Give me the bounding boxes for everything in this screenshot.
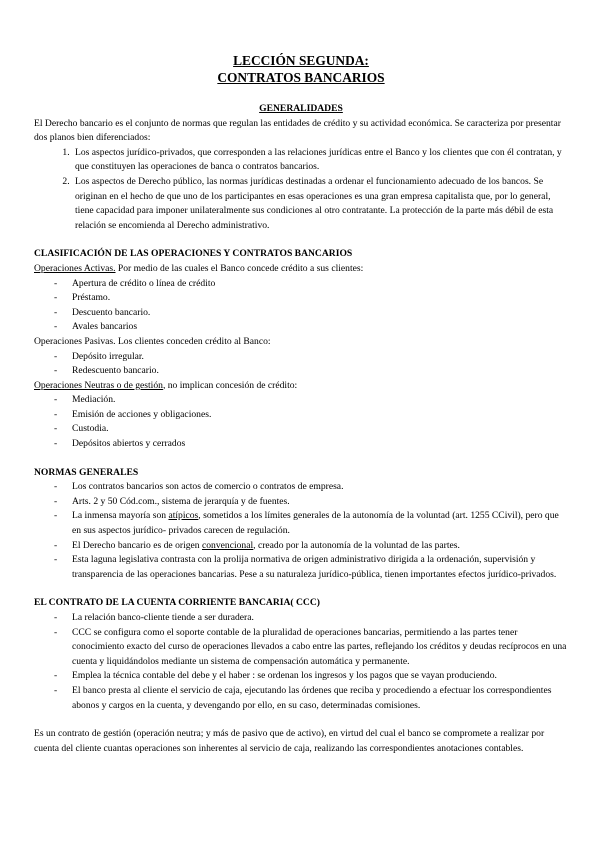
- list-item: - Préstamo.: [54, 291, 568, 306]
- list-item: - Descuento bancario.: [54, 306, 568, 321]
- lesson-title: [34, 52, 568, 86]
- normas-heading: NORMAS GENERALES: [34, 466, 139, 478]
- list-item: - Depósitos abiertos y cerrados: [54, 437, 568, 452]
- normas-convencional-post: , creado por la autonomía de la voluntad de las partes.: [253, 539, 460, 551]
- list-item: 1. Los aspectos jurídico-privados, que corresponden a las relaciones jurídicas entre el Banco y los clientes que con él contratan, y que constituyen las operaciones de banca o contratos bancarios.: [72, 146, 568, 175]
- normas-atipicos-post: , sometidos a los límites generales de la autonomía de la voluntad (art. 1255 CCivil), pero que en sus aspectos jurídico- privados carecen de regulación.: [72, 510, 559, 537]
- activas-line: [34, 262, 568, 277]
- list-item: - Esta laguna legislativa contrasta con la prolija normativa de origen administrativo dirigida a la ordenación, supervisión y transparencia de las operaciones bancarias. Pese a su naturaleza jurídico-pública, tienen importantes efectos jurídico-privados.: [54, 553, 568, 582]
- normas-atipicos-term: atípicos: [168, 510, 199, 522]
- ccc-closing-paragraph: Es un contrato de gestión (operación neutra; y más de pasivo que de activo), en virtud del cual el banco se compromete a realizar por cuenta del cliente cuantas operaciones son inherentes al servicio de caja, realizando las correspondientes anotaciones contables.: [34, 728, 545, 754]
- list-item: - Arts. 2 y 50 Cód.com., sistema de jerarquía y de fuentes.: [54, 495, 568, 510]
- list-item: - Custodia.: [54, 422, 568, 437]
- list-item: - El banco presta al cliente el servicio de caja, ejecutando las órdenes que reciba y procediendo a efectuar los correspondientes abonos y cargos en la cuenta, y devengando por ello, en su caso, determinadas comisiones.: [54, 684, 568, 713]
- list-item: 2. Los aspectos de Derecho público, las normas jurídicas destinadas a ordenar el funcionamiento adecuado de los bancos. Se originan en el hecho de que uno de los participantes en esas operaciones es una gran empresa capitalista que, por lo general, tiene capacidad para imponer unilateralmente sus condiciones al otro contratante. La protección de la parte más débil de esta relación se encomienda al Derecho administrativo.: [72, 175, 568, 233]
- list-item: - La relación banco-cliente tiende a ser duradera.: [54, 611, 568, 626]
- list-item: - CCC se configura como el soporte contable de la pluralidad de operaciones bancarias, permitiendo a las partes tener conocimiento exacto del curso de operaciones llevados a cabo entre las partes, reflejando los créditos y deudas recíprocos en una cuenta y liquidándolos mediante un sistema de compensación automática y permanente.: [54, 626, 568, 670]
- list-item: [54, 539, 568, 554]
- ccc-list: [34, 611, 568, 713]
- list-item: [54, 509, 568, 538]
- normas-convencional-term: convencional: [202, 539, 254, 551]
- neutras-list: [34, 393, 568, 451]
- normas-atipicos-pre: La inmensa mayoría son: [72, 510, 169, 522]
- activas-label: Operaciones Activas.: [34, 262, 116, 274]
- pasivas-label: Operaciones Pasivas: [34, 335, 114, 347]
- neutras-line: [34, 379, 568, 394]
- clasificacion-heading: CLASIFICACIÓN DE LAS OPERACIONES Y CONTRATOS BANCARIOS: [34, 248, 353, 260]
- generalidades-list: [34, 146, 568, 234]
- ccc-heading: EL CONTRATO DE LA CUENTA CORRIENTE BANCARIA( CCC): [34, 597, 320, 609]
- list-item: - Avales bancarios: [54, 320, 568, 335]
- lesson-title-line2: CONTRATOS BANCARIOS: [217, 70, 385, 85]
- normas-convencional-pre: El Derecho bancario es de origen: [72, 539, 202, 551]
- activas-list: [34, 277, 568, 335]
- lesson-title-line1: LECCIÓN SEGUNDA:: [233, 53, 369, 68]
- pasivas-line: [34, 335, 568, 350]
- list-item: - Los contratos bancarios son actos de comercio o contratos de empresa.: [54, 480, 568, 495]
- pasivas-text: . Los clientes conceden crédito al Banco:: [113, 335, 271, 347]
- generalidades-heading: GENERALIDADES: [259, 103, 343, 114]
- neutras-text: , no implican concesión de crédito:: [162, 379, 298, 391]
- list-item: - Apertura de crédito o línea de crédito: [54, 277, 568, 292]
- neutras-label: Operaciones Neutras o de gestión: [34, 379, 163, 391]
- generalidades-intro: El Derecho bancario es el conjunto de normas que regulan las entidades de crédito y su actividad económica. Se caracteriza por presentar dos planos bien diferenciados:: [34, 117, 561, 144]
- pasivas-list: [34, 350, 568, 379]
- list-item: - Depósito irregular.: [54, 350, 568, 365]
- normas-list: [34, 480, 568, 582]
- list-item: - Mediación.: [54, 393, 568, 408]
- list-item: - Emplea la técnica contable del debe y el haber : se ordenan los ingresos y los pagos que se vayan produciendo.: [54, 669, 568, 684]
- activas-text: Por medio de las cuales el Banco concede crédito a sus clientes:: [115, 262, 364, 274]
- list-item: - Emisión de acciones y obligaciones.: [54, 408, 568, 423]
- list-item: - Redescuento bancario.: [54, 364, 568, 379]
